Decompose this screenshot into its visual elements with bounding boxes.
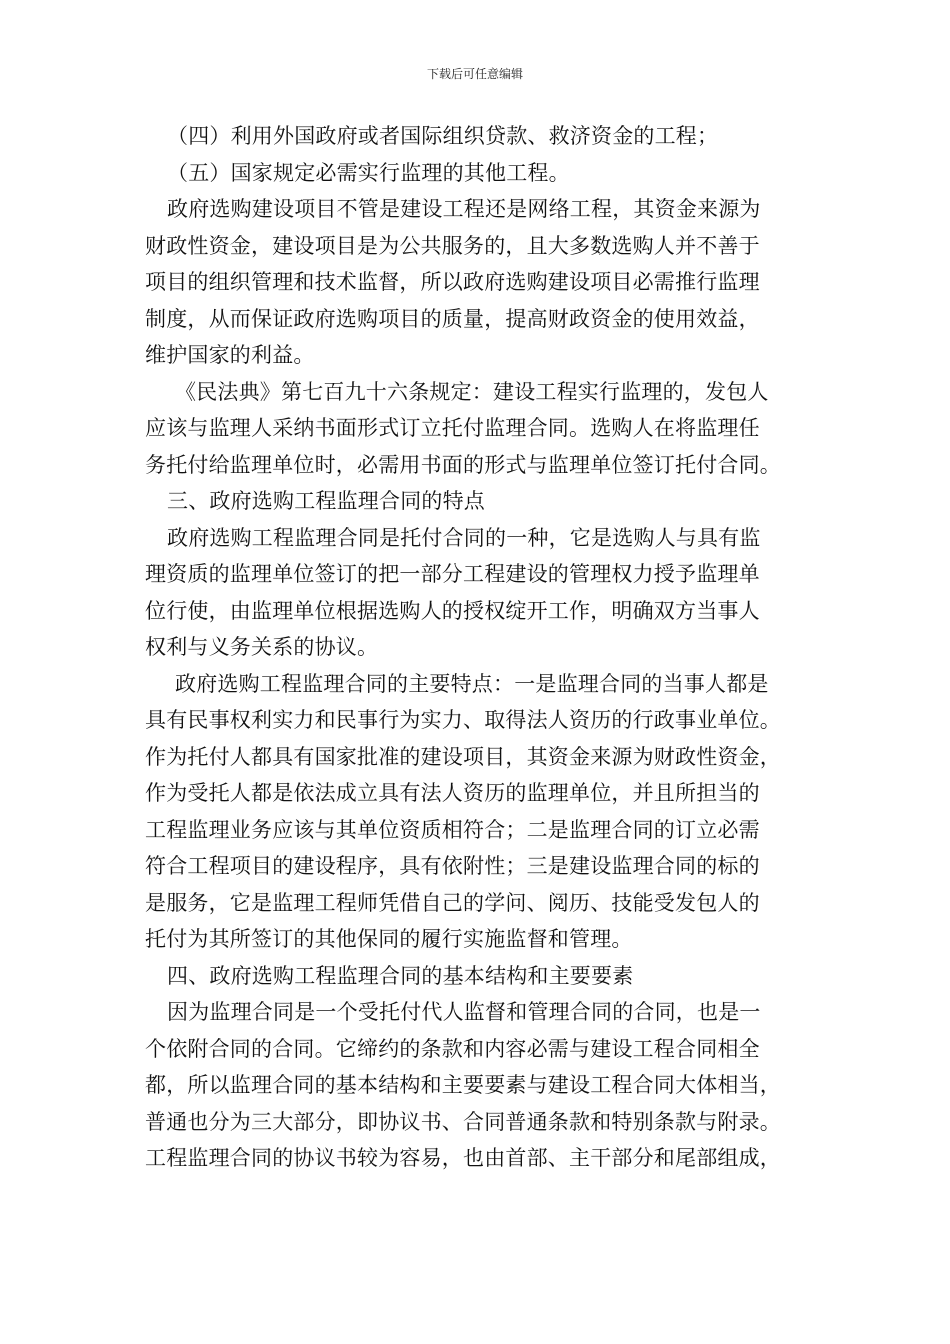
text-line: 项目的组织管理和技术监督，所以政府选购建设项目必需推行监理 — [145, 270, 760, 294]
text-line: 工程监理业务应该与其单位资质相符合；二是监理合同的订立必需 — [145, 817, 760, 842]
page-header: 下载后可任意编辑 — [426, 67, 523, 81]
text-line: 维护国家的利益。 — [145, 343, 315, 367]
text-line: 《民法典》第七百九十六条规定：建设工程实行监理的，发包人 — [175, 379, 769, 404]
text-line: 具有民事权利实力和民事行为实力、取得法人资历的行政事业单位。 — [145, 708, 781, 732]
text-line: 位行使，由监理单位根据选购人的授权绽开工作，明确双方当事人 — [145, 598, 760, 623]
text-line: 托付为其所签订的其他保同的履行实施监督和管理。 — [145, 927, 633, 951]
text-line: 政府选购工程监理合同的主要特点：一是监理合同的当事人都是 — [175, 671, 769, 696]
text-line: 符合工程项目的建设程序，具有依附性；三是建设监理合同的标的 — [145, 854, 760, 878]
text-line: 理资质的监理单位签订的把一部分工程建设的管理权力授予监理单 — [145, 562, 760, 586]
text-line: 都，所以监理合同的基本结构和主要要素与建设工程合同大体相当， — [145, 1073, 781, 1097]
text-line: 四、政府选购工程监理合同的基本结构和主要要素 — [167, 963, 634, 988]
text-line: 个依附合同的合同。它缔约的条款和内容必需与建设工程合同相全 — [145, 1036, 760, 1061]
text-line: 制度，从而保证政府选购项目的质量，提高财政资金的使用效益， — [145, 306, 760, 331]
text-line: 政府选购工程监理合同是托付合同的一种，它是选购人与具有监 — [167, 525, 761, 550]
text-line: （四）利用外国政府或者国际组织贷款、救济资金的工程； — [167, 124, 719, 148]
text-line: 是服务，它是监理工程师凭借自己的学问、阅历、技能受发包人的 — [145, 890, 760, 915]
text-line: （五）国家规定必需实行监理的其他工程。 — [167, 160, 570, 185]
text-line: 普通也分为三大部分，即协议书、合同普通条款和特别条款与附录。 — [145, 1109, 781, 1134]
text-line: 应该与监理人采纳书面形式订立托付监理合同。选购人在将监理任 — [145, 416, 760, 440]
text-line: 政府选购建设项目不管是建设工程还是网络工程，其资金来源为 — [167, 197, 761, 221]
text-line: 三、政府选购工程监理合同的特点 — [167, 489, 485, 513]
text-line: 作为托付人都具有国家批准的建设项目，其资金来源为财政性资金， — [145, 744, 781, 769]
text-line: 务托付给监理单位时，必需用书面的形式与监理单位签订托付合同。 — [145, 452, 781, 477]
text-line: 工程监理合同的协议书较为容易，也由首部、主干部分和尾部组成， — [145, 1146, 781, 1170]
text-line: 因为监理合同是一个受托付代人监督和管理合同的合同，也是一 — [167, 1000, 761, 1024]
document-body — [145, 118, 815, 1177]
text-line: 财政性资金，建设项目是为公共服务的，且大多数选购人并不善于 — [145, 233, 760, 258]
text-line: 作为受托人都是依法成立具有法人资历的监理单位，并且所担当的 — [145, 781, 760, 805]
text-line: 权利与义务关系的协议。 — [145, 635, 379, 659]
